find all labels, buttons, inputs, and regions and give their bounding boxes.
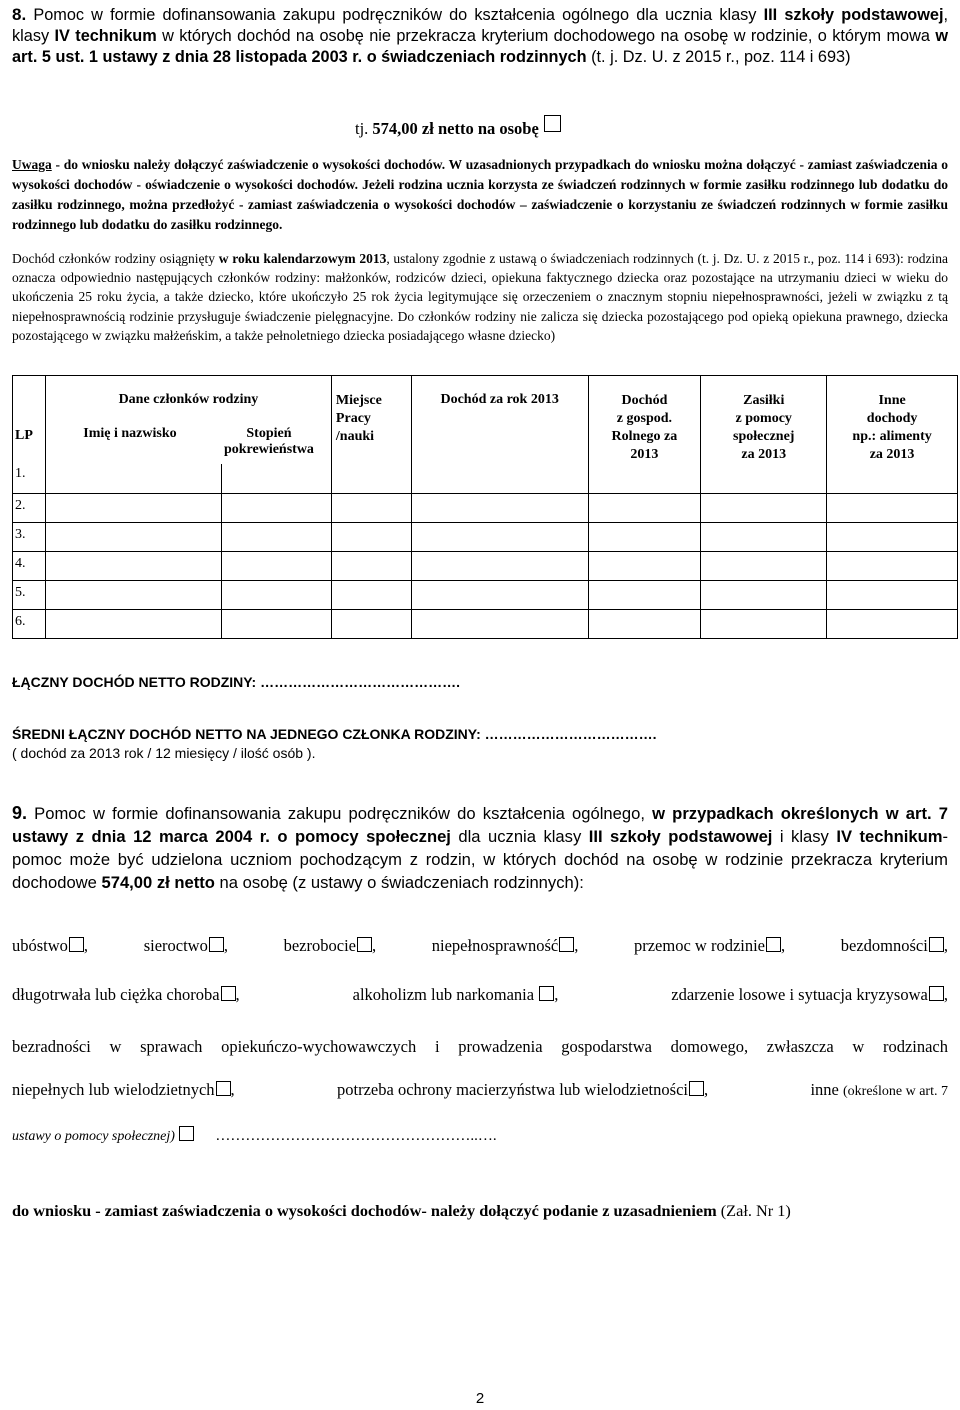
page-number: 2	[475, 1390, 485, 1407]
option-single-parent: niepełnych lub wielodzietnych ,	[12, 1080, 235, 1099]
income-cell[interactable]	[411, 551, 588, 580]
name-cell[interactable]	[45, 493, 221, 522]
option-homelessness: bezdomności ,	[840, 936, 948, 955]
other-income-cell[interactable]	[827, 493, 958, 522]
name-cell[interactable]	[45, 464, 221, 493]
income-cell[interactable]	[411, 464, 588, 493]
other-income-cell[interactable]	[827, 522, 958, 551]
domestic-violence-checkbox[interactable]	[766, 937, 781, 952]
total-income-field[interactable]: …………………………………….	[260, 674, 461, 690]
disability-checkbox[interactable]	[559, 937, 574, 952]
option-crisis: zdarzenie losowe i sytuacja kryzysowa ,	[671, 985, 948, 1004]
farm-income-cell[interactable]	[588, 493, 701, 522]
illness-checkbox[interactable]	[221, 986, 236, 1001]
benefits-cell[interactable]	[701, 464, 827, 493]
section-8-number: 8.	[12, 5, 27, 24]
other-income-header: Inne dochody np.: alimenty za 2013	[852, 393, 932, 462]
benefits-cell[interactable]	[701, 493, 827, 522]
relation-cell[interactable]	[221, 551, 331, 580]
options-row-1	[12, 936, 948, 956]
table-row: 2.	[13, 493, 958, 522]
name-cell[interactable]	[45, 551, 221, 580]
option-orphanhood: sieroctwo ,	[143, 936, 228, 955]
workplace-cell[interactable]	[331, 609, 411, 638]
workplace-header: Miejsce Pracy /nauki	[331, 376, 411, 465]
benefits-header: Zasiłki z pomocy społecznej za 2013	[733, 393, 795, 462]
income-cell[interactable]	[411, 580, 588, 609]
income-year-header: Dochód za rok 2013	[440, 392, 559, 407]
table-row: 1.	[13, 464, 958, 493]
section-9-number: 9.	[12, 803, 28, 823]
poverty-checkbox[interactable]	[69, 937, 84, 952]
other-income-cell[interactable]	[827, 464, 958, 493]
option-other: inne (określone w art. 7	[810, 1080, 948, 1099]
income-cell[interactable]	[411, 609, 588, 638]
option-unemployment: bezrobocie ,	[283, 936, 377, 955]
relation-cell[interactable]	[221, 580, 331, 609]
option-illness: długotrwała lub ciężka choroba ,	[12, 985, 240, 1004]
option-other-detail: ustawy o pomocy społecznej) ……………………………………………..….	[12, 1128, 497, 1144]
average-income-field[interactable]: ……………………………….	[484, 726, 657, 742]
name-cell[interactable]	[45, 580, 221, 609]
average-formula: ( dochód za 2013 rok / 12 miesięcy / ilość osób ).	[12, 745, 316, 761]
farm-income-cell[interactable]	[588, 551, 701, 580]
option-addiction: alkoholizm lub narkomania ,	[352, 985, 559, 1004]
farm-income-cell[interactable]	[588, 522, 701, 551]
income-cell[interactable]	[411, 522, 588, 551]
uwaga-label: Uwaga	[12, 157, 52, 172]
relation-cell[interactable]	[221, 522, 331, 551]
family-income-note: Dochód członków rodziny osiągnięty w roku kalendarzowym 2013, ustalony zgodnie z ustawą o świadczeniach rodzinnych (t. j. Dz. U. z 2015 r., poz. 114 i 693): rodzina oznacza odpowiednio następujących członków rodziny: małżonków, rodziców dzieci, opiekuna faktycznego dziecka oraz pozostające na utrzymaniu dzieci w wieku do ukończenia 25 roku życia, a także dziecko, które ukończyło 25 rok życia legitymujące się orzeczeniem o znacznym stopniu niepełnosprawności, jeżeli w związku z tą niepełnosprawnością rodzinie przysługuje świadczenie pielęgnacyjne. Do członków rodziny nie zalicza się dziecka pozostającego pod opieką opiekuna prawnego, dziecka pozostającego w związku małżeńskim, a także pełnoletniego dziecka posiadającego własne dziecko)	[12, 251, 948, 343]
other-checkbox[interactable]	[179, 1126, 194, 1141]
farm-income-cell[interactable]	[588, 464, 701, 493]
helplessness-checkbox[interactable]	[216, 1081, 231, 1096]
section-8-heading: 8. Pomoc w formie dofinansowania zakupu podręczników do kształcenia ogólnego dla ucznia klasy III szkoły podstawowej, klasy IV technikum w których dochód na osobę nie przekracza kryterium dochodowego na osobę w rodzinie, o którym mowa w art. 5 ust. 1 ustawy z dnia 28 listopada 2003 r. o świadczeniach rodzinnych (t. j. Dz. U. z 2015 r., poz. 114 i 693)	[12, 5, 948, 66]
unemployment-checkbox[interactable]	[357, 937, 372, 952]
option-poverty: ubóstwo ,	[12, 936, 89, 955]
workplace-cell[interactable]	[331, 464, 411, 493]
workplace-cell[interactable]	[331, 493, 411, 522]
farm-income-cell[interactable]	[588, 609, 701, 638]
option-domestic-violence: przemoc w rodzinie ,	[633, 936, 786, 955]
option-helplessness: bezradności w sprawach opiekuńczo-wychowawczych i prowadzenia gospodarstwa domowego, zwłaszcza w rodzinach	[12, 1037, 948, 1056]
orphanhood-checkbox[interactable]	[209, 937, 224, 952]
homelessness-checkbox[interactable]	[929, 937, 944, 952]
other-income-cell[interactable]	[827, 551, 958, 580]
criterion-checkbox[interactable]	[544, 115, 561, 132]
farm-income-header: Dochód z gospod. Rolnego za 2013	[611, 393, 678, 462]
benefits-cell[interactable]	[701, 580, 827, 609]
average-net-income: ŚREDNI ŁĄCZNY DOCHÓD NETTO NA JEDNEGO CZŁONKA RODZINY: ……………………………….	[12, 726, 657, 742]
attachment-note: do wniosku - zamiast zaświadczenia o wysokości dochodów- należy dołączyć podanie z uzasadnieniem (Zał. Nr 1)	[12, 1201, 791, 1220]
relation-cell[interactable]	[221, 609, 331, 638]
options-row-4	[12, 1080, 948, 1100]
benefits-cell[interactable]	[701, 522, 827, 551]
benefits-cell[interactable]	[701, 609, 827, 638]
relation-cell[interactable]	[221, 464, 331, 493]
other-income-cell[interactable]	[827, 609, 958, 638]
maternity-checkbox[interactable]	[689, 1081, 704, 1096]
family-income-table	[12, 375, 958, 639]
other-reason-field[interactable]: ……………………………………………..….	[215, 1128, 497, 1144]
income-cell[interactable]	[411, 493, 588, 522]
option-maternity: potrzeba ochrony macierzyństwa lub wielodzietności ,	[337, 1080, 709, 1099]
farm-income-cell[interactable]	[588, 580, 701, 609]
workplace-cell[interactable]	[331, 522, 411, 551]
family-data-header: Dane członków rodziny	[118, 392, 259, 407]
name-header: Imię i nazwisko	[83, 426, 177, 441]
table-row: 6.	[13, 609, 958, 638]
table-row: 3.	[13, 522, 958, 551]
uwaga-note: Uwaga - do wniosku należy dołączyć zaświadczenie o wysokości dochodów. W uzasadnionych przypadkach do wniosku można dołączyć - zamiast zaświadczenia o wysokości dochodów - oświadczenie o wysokości dochodów. Jeżeli rodzina ucznia korzysta ze świadczeń rodzinnych w formie zasiłku rodzinnego lub dodatku do zasiłku rodzinnego, można przedłożyć - zamiast zaświadczenia o wysokości dochodów – zaświadczenie o korzystaniu ze świadczeń rodzinnych w formie zasiłku rodzinnego lub dodatku do zasiłku rodzinnego.	[12, 157, 948, 232]
section-9-heading: 9. Pomoc w formie dofinansowania zakupu podręczników do kształcenia ogólnego, w przypadkach określonych w art. 7 ustawy z dnia 12 marca 2004 r. o pomocy społecznej dla ucznia klasy III szkoły podstawowej i klasy IV technikum- pomoc może być udzielona uczniom pochodzącym z rodzin, w których dochód na osobę w rodzinie przekracza kryterium dochodowe 574,00 zł netto na osobę (z ustawy o świadczeniach rodzinnych):	[12, 803, 948, 892]
name-cell[interactable]	[45, 609, 221, 638]
addiction-checkbox[interactable]	[539, 986, 554, 1001]
name-cell[interactable]	[45, 522, 221, 551]
crisis-checkbox[interactable]	[929, 986, 944, 1001]
option-disability: niepełnosprawność ,	[431, 936, 579, 955]
table-row: 5.	[13, 580, 958, 609]
benefits-cell[interactable]	[701, 551, 827, 580]
income-criterion: tj. 574,00 zł netto na osobę	[355, 115, 561, 139]
workplace-cell[interactable]	[331, 580, 411, 609]
options-row-2	[12, 985, 948, 1005]
table-row: 4.	[13, 551, 958, 580]
other-income-cell[interactable]	[827, 580, 958, 609]
workplace-cell[interactable]	[331, 551, 411, 580]
relation-header: Stopień pokrewieństwa	[223, 426, 314, 457]
relation-cell[interactable]	[221, 493, 331, 522]
lp-header: LP	[15, 428, 33, 443]
total-net-income: ŁĄCZNY DOCHÓD NETTO RODZINY: …………………………………….	[12, 674, 461, 690]
